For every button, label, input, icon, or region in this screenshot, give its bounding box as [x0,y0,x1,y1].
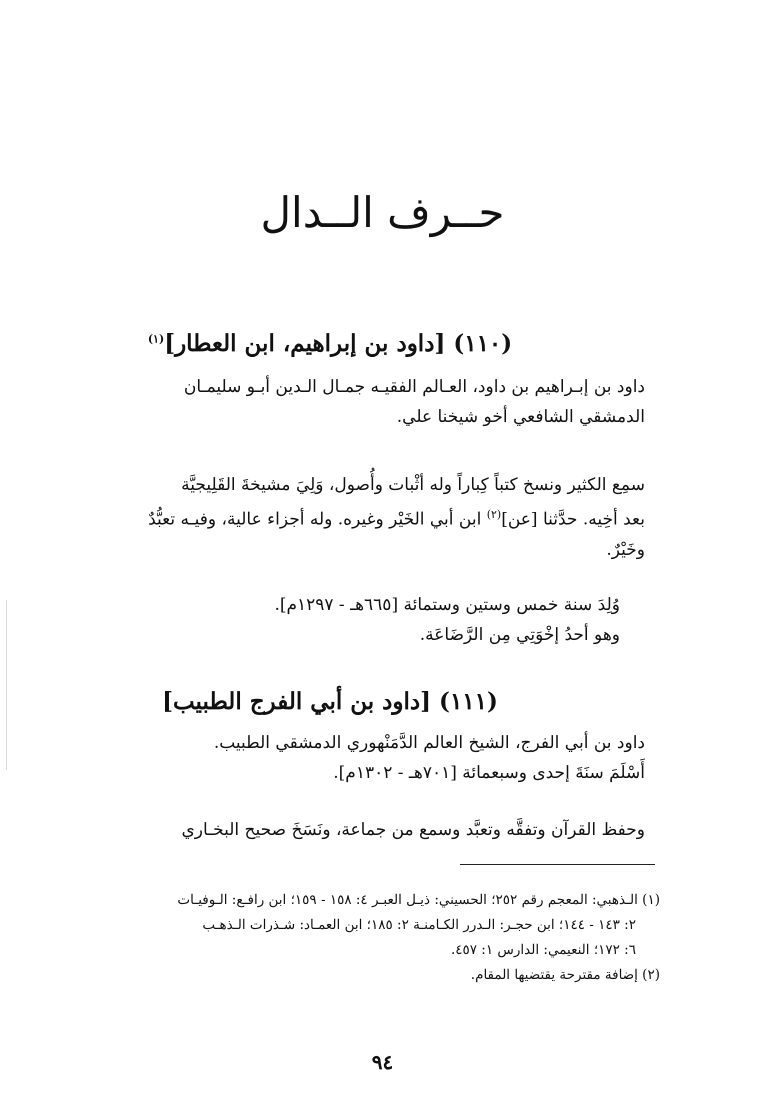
footnote-1-line: (١) الـذهبي: المعجم رقم ٢٥٢؛ الحسيني: ذيـل العبـر ٤: ١٥٨ - ١٥٩؛ ابن رافـع: الـوفيـات [177,892,660,908]
footnote-1-line: ٢: ١٤٣ - ١٤٤؛ ابن حجـر: الـدرر الكـامنـة ٢: ١٨٥؛ ابن العمـاد: شـذرات الـذهـب [202,917,636,933]
text-segment: بعد أخِيه. حدَّثنا [عن] [501,509,645,530]
entry-111-paragraph-2 [95,815,645,845]
text-line: الدمشقي الشافعي أخو شيخنا علي. [396,407,645,427]
footnote-2-line: (٢) إضافة مقترحة يقتضيها المقام. [470,967,660,983]
text-segment: ابن أبي الخَيْر وغيره. وله أجزاء عالية، وفيـه تعبُّدٌ [148,509,487,530]
footnotes [88,888,660,988]
footnote-1-line: ٦: ١٧٢؛ النعيمي: الدارس ١: ٤٥٧. [450,942,636,958]
entry-110-paragraph-2 [95,470,645,565]
text-line: وهو أحدُ إخْوَتِي مِن الرَّضَاعَة. [419,625,620,645]
text-line: وحفظ القرآن وتفقَّه وتعبَّد وسمع من جماعة، ونَسَخَ صحيح البخـاري [181,820,645,840]
text-line [95,500,645,535]
entry-111-paragraph-1 [95,728,645,788]
page-number: ٩٤ [371,1050,394,1074]
entry-110-paragraph-3 [100,590,620,650]
entry-110-heading [100,330,560,357]
text-line: سمِع الكثير ونسخ كتباً كِباراً وله أثْبات وأُصول، وَلِيَ مشيخةَ القَلِيجيَّة [181,475,645,495]
text-line: وُلِدَ سنة خمس وستين وستمائة [٦٦٥هـ - ١٢٩٧م]. [274,595,620,615]
text-line: وخَيْرٌ. [606,539,645,560]
scan-margin-line [6,600,7,770]
text-line: داود بن إبـراهيم بن داود، العـالم الفقيـه جمـال الـدين أبـو سليمـان [183,377,645,397]
chapter-title: حــرف الــدال [260,188,505,237]
entry-110-paragraph-1 [95,372,645,432]
footnote-ref-2: (٢) [486,508,502,521]
entry-111-heading: (١١١) [داود بن أبي الفرج الطبيب] [162,688,498,715]
text-line: أَسْلَمَ سنَةَ إحدى وسبعمائة [٧٠١هـ - ١٣٠٢م]. [333,763,645,783]
footnote-ref-1: (١) [147,332,165,346]
footnote-divider [460,864,655,865]
entry-110-heading-text: (١١٠) [داود بن إبراهيم، ابن العطار] [164,330,513,357]
text-line: داود بن أبي الفرج، الشيخ العالم الدَّمَنْهوري الدمشقي الطبيب. [213,733,645,753]
